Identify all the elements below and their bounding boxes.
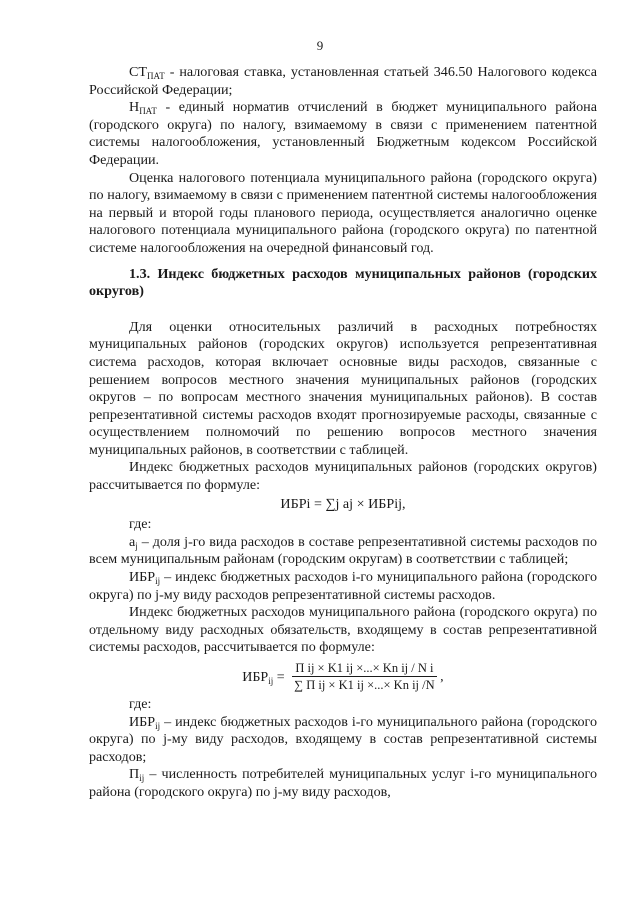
symbol-ibr: ИБР xyxy=(129,569,156,586)
where-label-2: где: xyxy=(129,696,152,712)
section-heading: 1.3. Индекс бюджетных расходов муниципальных районов (городских округов) xyxy=(89,265,597,300)
formula-lhs-symbol: ИБР xyxy=(242,669,269,685)
definition-aj xyxy=(89,534,597,569)
symbol-ibr-2: ИБР xyxy=(129,713,156,730)
symbol-n-subscript: ПАТ xyxy=(139,106,157,117)
formula-ibr xyxy=(89,496,597,514)
definition-ibr-text: – индекс бюджетных расходов i-го муниципального района (городского округа) по j-му виду расходов репрезентативной системы расходов. xyxy=(89,569,597,603)
definition-ibr-ij-2 xyxy=(89,714,597,767)
symbol-aj-subscript: j xyxy=(135,540,138,551)
formula-fraction xyxy=(292,661,436,694)
paragraph-index-calc: Индекс бюджетных расходов муниципальных районов (городских округов) рассчитывается по формуле: xyxy=(89,459,597,494)
symbol-p: П xyxy=(129,766,140,783)
formula-denominator: ∑ П ij × K1 ij ×...× Kn ij /N xyxy=(294,678,435,692)
definition-n-pat xyxy=(89,99,597,169)
formula-numerator: П ij × K1 ij ×...× Kn ij / N i xyxy=(292,661,436,677)
symbol-st: СТ xyxy=(129,64,148,80)
paragraph-index-type: Индекс бюджетных расходов муниципального района (городского округа) по отдельному виду расходных обязательств, входящему в состав репрезентативной системы расходов, рассчитывается по формуле: xyxy=(89,604,597,656)
definition-p-ij xyxy=(89,766,597,801)
definition-n-text: - единый норматив отчислений в бюджет муниципального района (городского округа) по налогу, взимаемому в связи с применением патентной системы налогообложения, установленный Бюджетным кодексом Российской Федерации. xyxy=(89,99,597,168)
symbol-ibr-2-subscript: ij xyxy=(155,720,161,731)
formula-lhs-subscript: ij xyxy=(268,675,274,686)
definition-st-text: - налоговая ставка, установленная статьей 346.50 Налогового кодекса Российской Федерации; xyxy=(89,64,597,98)
symbol-ibr-subscript: ij xyxy=(155,576,161,587)
symbol-n: Н xyxy=(129,99,140,116)
formula-ibr-text: ИБРi = ∑j aj × ИБРij, xyxy=(280,495,406,512)
paragraph-estimate: Оценка налогового потенциала муниципального района (городского округа) по налогу, взимаемому в связи с применением патентной системы налогообложения на первый и второй годы планового периода, осуществляется аналогично оценке налогового потенциала муниципального района (городского округа) по патентной системе налогообложения на очередной финансовый год. xyxy=(89,169,597,256)
symbol-p-subscript: ij xyxy=(139,773,145,784)
where-label-1: где: xyxy=(129,516,152,533)
formula-ibr-ij: $ИБР_{ij}$ = $\frac{\text{П ij × K1 ij ×...× Kn ij / N i}}{\text{∑ П ij × K1 ij ×...× Kn ij /N}}$ , xyxy=(242,661,444,692)
definition-p-text: – численность потребителей муниципальных услуг i-го муниципального района (городского округа) по j-му виду расходов, xyxy=(89,766,597,800)
document-body xyxy=(89,64,597,802)
definition-ibr-2-text: – индекс бюджетных расходов i-го муниципального района (городского округа) по j-му виду расходов, входящему в состав репрезентативной системы расходов; xyxy=(89,713,597,765)
paragraph-intro: Для оценки относительных различий в расходных потребностях муниципальных районов (городских округов) используется репрезентативная система расходов, которая включает основные виды расходов, связанные с решением вопросов местного значения муниципальных районов (городских округов – по вопросам местного значения муниципальных районов). В состав репрезентативной системы расходов входят прогнозируемые расходы, связанные с осуществлением полномочий по решению вопросов местного значения муниципальных районов, в соответствии с таблицей. xyxy=(89,318,597,458)
page-number: 9 xyxy=(316,38,324,53)
definition-st-pat xyxy=(89,64,597,99)
definition-ibr-ij xyxy=(89,569,597,604)
symbol-st-subscript: ПАТ xyxy=(147,71,165,81)
definition-aj-text: – доля j-го вида расходов в составе репрезентативной системы расходов по всем муниципальным районам (городским округам) в соответствии с таблицей; xyxy=(89,533,597,568)
formula-lhs: $ИБР_{ij}$ = xyxy=(242,669,285,686)
symbol-aj: a xyxy=(129,533,136,550)
